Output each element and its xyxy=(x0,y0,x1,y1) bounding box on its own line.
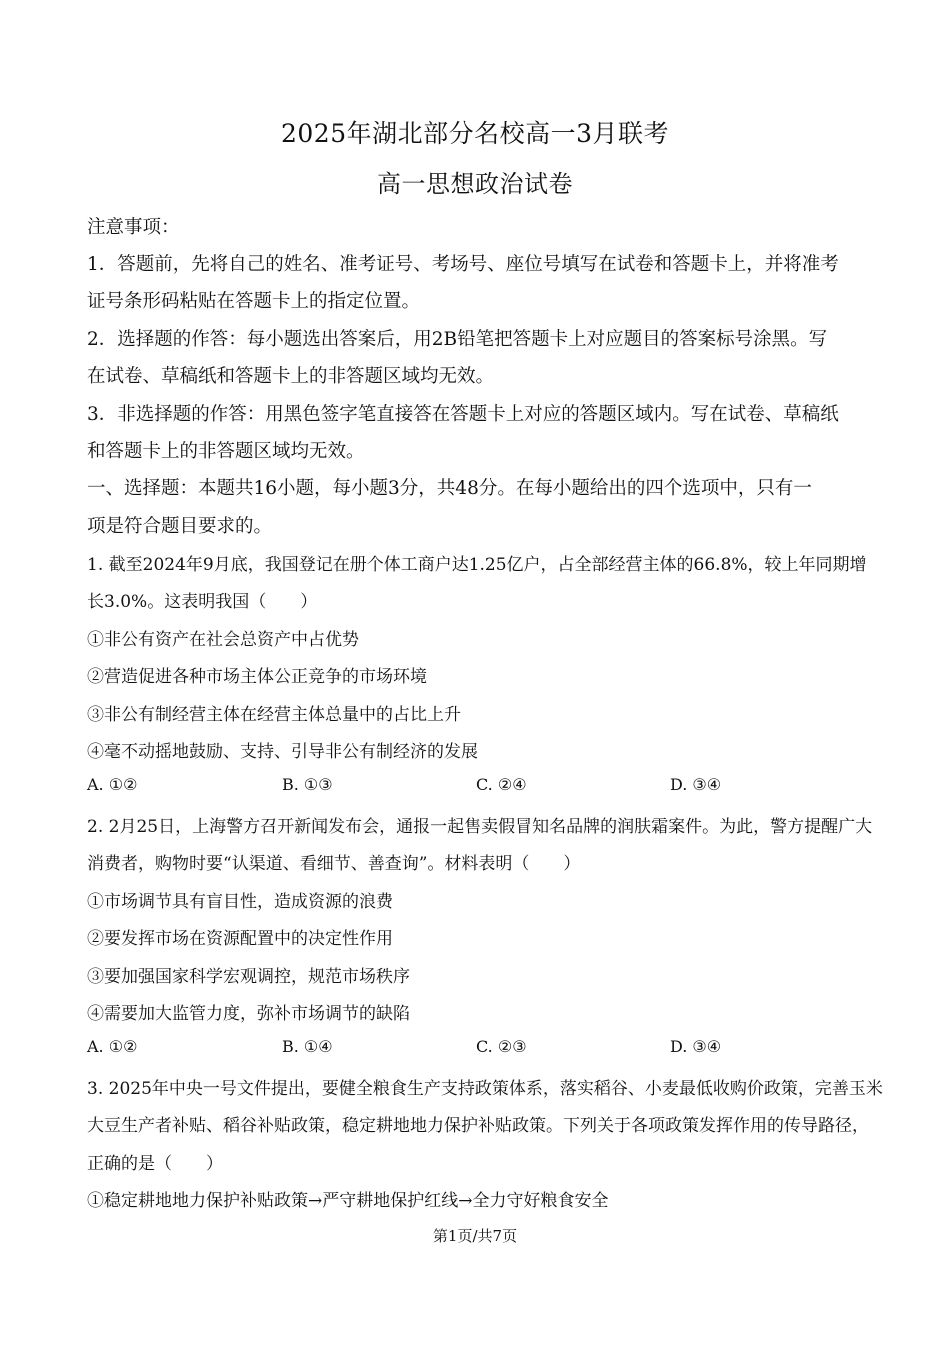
exam-title: 2025年湖北部分名校高一3月联考 xyxy=(280,119,670,148)
q3-stem-line-2: 大豆生产者补贴、稻谷补贴政策，稳定耕地地力保护补贴政策。下列关于各项政策发挥作用的传导路径， xyxy=(87,1116,869,1136)
q1-statement-3: ③非公有制经营主体在经营主体总量中的占比上升 xyxy=(87,705,461,725)
notice-item-1-line-1: 1．答题前，先将自己的姓名、准考证号、考场号、座位号填写在试卷和答题卡上，并将准考 xyxy=(87,254,839,275)
notice-item-2-line-1: 2．选择题的作答：每小题选出答案后，用2B铅笔把答题卡上对应题目的答案标号涂黑。写 xyxy=(87,329,828,350)
page-number: 第1页/共7页 xyxy=(432,1227,518,1245)
q2-option-d: D. ③④ xyxy=(670,1037,722,1056)
q2-statement-2: ②要发挥市场在资源配置中的决定性作用 xyxy=(87,929,393,949)
q2-statement-3: ③要加强国家科学宏观调控，规范市场秩序 xyxy=(87,967,410,987)
q2-statement-1: ①市场调节具有盲目性，造成资源的浪费 xyxy=(87,892,393,912)
notice-item-3-line-2: 和答题卡上的非答题区域均无效。 xyxy=(87,441,365,462)
q2-stem-line-2: 消费者，购物时要“认渠道、看细节、善查询”。材料表明（ ） xyxy=(87,854,581,874)
q3-statement-1: ①稳定耕地地力保护补贴政策→严守耕地保护红线→全力守好粮食安全 xyxy=(87,1191,609,1211)
q2-statement-4: ④需要加大监管力度，弥补市场调节的缺陷 xyxy=(87,1004,410,1024)
q1-option-c: C. ②④ xyxy=(476,775,527,794)
notice-item-3-line-1: 3．非选择题的作答：用黑色签字笔直接答在答题卡上对应的答题区域内。写在试卷、草稿纸 xyxy=(87,404,839,425)
q2-option-a: A. ①② xyxy=(87,1037,138,1056)
q1-statement-4: ④毫不动摇地鼓励、支持、引导非公有制经济的发展 xyxy=(87,742,478,762)
exam-subtitle: 高一思想政治试卷 xyxy=(377,170,573,198)
q1-statement-1: ①非公有资产在社会总资产中占优势 xyxy=(87,630,359,650)
q2-option-b: B. ①④ xyxy=(282,1037,333,1056)
q2-stem-line-1: 2. 2月25日，上海警方召开新闻发布会，通报一起售卖假冒知名品牌的润肤霜案件。为此，警方提醒广大 xyxy=(87,817,873,837)
q1-option-d: D. ③④ xyxy=(670,775,722,794)
q1-statement-2: ②营造促进各种市场主体公正竞争的市场环境 xyxy=(87,667,427,687)
q1-stem-line-1: 1. 截至2024年9月底，我国登记在册个体工商户达1.25亿户，占全部经营主体的66.8%，较上年同期增 xyxy=(87,555,867,575)
q1-option-b: B. ①③ xyxy=(282,775,333,794)
q3-stem-line-3: 正确的是（ ） xyxy=(87,1154,223,1174)
q1-stem-line-2: 长3.0%。这表明我国（ ） xyxy=(87,592,318,612)
notice-item-1-line-2: 证号条形码粘贴在答题卡上的指定位置。 xyxy=(87,291,421,312)
notice-heading: 注意事项： xyxy=(87,217,180,238)
notice-item-2-line-2: 在试卷、草稿纸和答题卡上的非答题区域均无效。 xyxy=(87,366,495,387)
section-instruction-line-2: 项是符合题目要求的。 xyxy=(87,516,273,537)
q3-stem-line-1: 3. 2025年中央一号文件提出，要健全粮食生产支持政策体系，落实稻谷、小麦最低收购价政策，完善玉米 xyxy=(87,1079,883,1099)
q2-option-c: C. ②③ xyxy=(476,1037,527,1056)
q1-option-a: A. ①② xyxy=(87,775,138,794)
section-instruction-line-1: 一、选择题：本题共16小题，每小题3分，共48分。在每小题给出的四个选项中，只有一 xyxy=(87,478,812,499)
